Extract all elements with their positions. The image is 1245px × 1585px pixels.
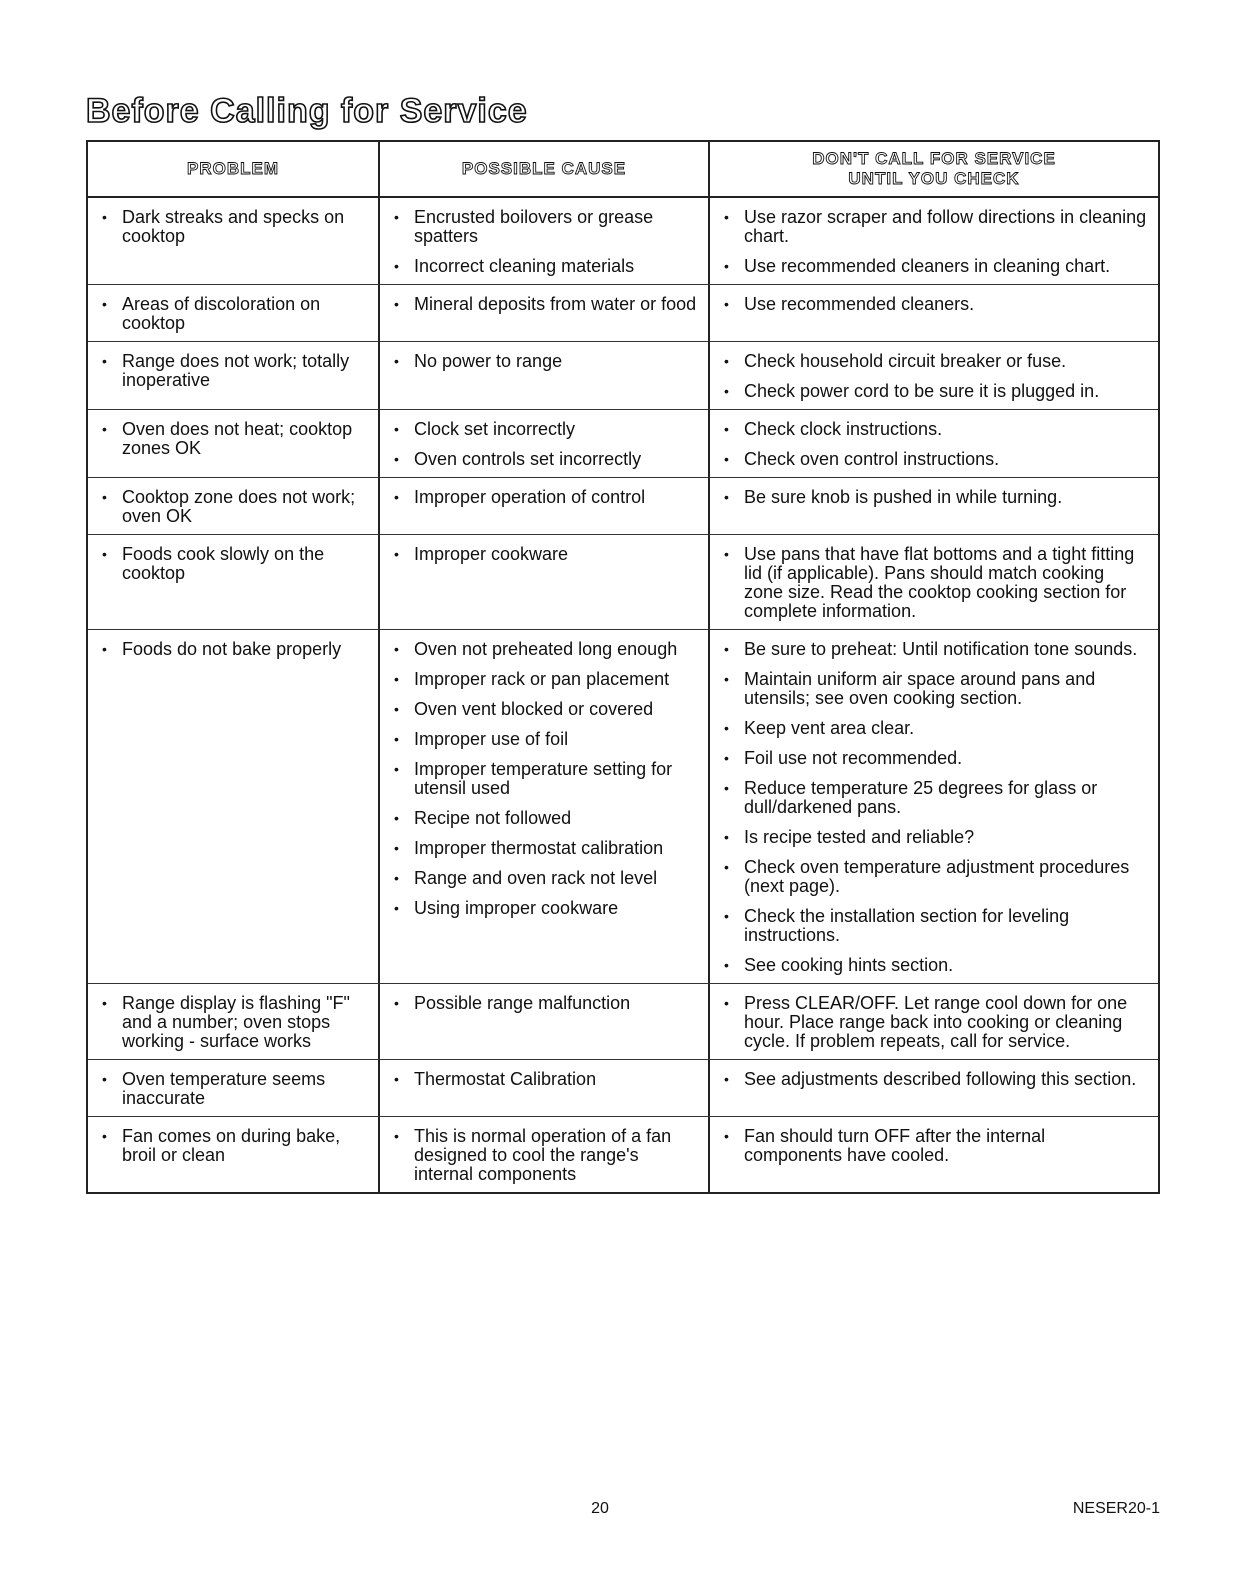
table-row (88, 535, 1158, 630)
bullet-icon: • (394, 995, 399, 1011)
item-text: Improper rack or pan placement (414, 669, 670, 689)
check-cell (708, 410, 1158, 477)
bullet-icon: • (394, 421, 399, 437)
bullet-icon: • (394, 296, 399, 312)
list-item (392, 545, 698, 564)
page-title: Before Calling for Service (86, 92, 528, 130)
bullet-icon: • (394, 840, 399, 856)
list-item (100, 1070, 368, 1108)
problem-cell (88, 630, 378, 983)
list-item (100, 352, 368, 390)
check-cell (708, 535, 1158, 629)
item-text: Clock set incorrectly (414, 419, 576, 439)
item-text: Foods do not bake properly (122, 639, 342, 659)
bullet-icon: • (394, 641, 399, 657)
list-item (392, 700, 698, 719)
table-body (88, 198, 1158, 1192)
list-item (392, 420, 698, 439)
item-text: Cooktop zone does not work; oven OK (122, 487, 356, 526)
bullet-icon: • (102, 489, 107, 505)
list-item (722, 295, 1148, 314)
item-text: Thermostat Calibration (414, 1069, 597, 1089)
bullet-icon: • (102, 296, 107, 312)
list-item (100, 545, 368, 583)
bullet-icon: • (724, 383, 729, 399)
item-text: Oven temperature seems inaccurate (122, 1069, 326, 1108)
list-item (722, 1070, 1148, 1089)
list-item (392, 295, 698, 314)
item-text: Press CLEAR/OFF. Let range cool down for one hour. Place range back into cooking or cleaning cycle. If problem repeats, call for service. (744, 993, 1128, 1051)
item-text: Range display is flashing "F" and a number; oven stops working - surface works (122, 993, 350, 1051)
header-check-line2: UNTIL YOU CHECK (848, 169, 1020, 188)
list-item (722, 779, 1148, 817)
list-item (722, 257, 1148, 276)
header-problem: PROBLEM (187, 159, 279, 178)
item-text: Use recommended cleaners in cleaning chart. (744, 256, 1111, 276)
bullet-icon: • (102, 641, 107, 657)
list-item (100, 1127, 368, 1165)
list-item (392, 1070, 698, 1089)
bullet-icon: • (394, 1071, 399, 1087)
list-item (392, 760, 698, 798)
item-text: Using improper cookware (414, 898, 619, 918)
item-text: Improper thermostat calibration (414, 838, 664, 858)
table-row (88, 410, 1158, 478)
list-item (392, 869, 698, 888)
list-item (100, 994, 368, 1051)
item-text: Fan comes on during bake, broil or clean (122, 1126, 341, 1165)
item-text: Check oven control instructions. (744, 449, 1000, 469)
table-row (88, 342, 1158, 410)
check-cell (708, 285, 1158, 341)
bullet-icon: • (394, 258, 399, 274)
list-item (100, 488, 368, 526)
item-text: Oven does not heat; cooktop zones OK (122, 419, 353, 458)
list-item (722, 956, 1148, 975)
check-cell (708, 342, 1158, 409)
item-text: Foil use not recommended. (744, 748, 963, 768)
table-row (88, 285, 1158, 342)
problem-cell (88, 410, 378, 477)
list-item (392, 208, 698, 246)
bullet-icon: • (102, 1071, 107, 1087)
problem-cell (88, 984, 378, 1059)
bullet-icon: • (394, 1128, 399, 1144)
item-text: Use recommended cleaners. (744, 294, 975, 314)
bullet-icon: • (102, 995, 107, 1011)
list-item (392, 809, 698, 828)
bullet-icon: • (724, 209, 729, 225)
cause-cell (378, 630, 708, 983)
list-item (722, 670, 1148, 708)
header-check-line1: DON'T CALL FOR SERVICE (812, 149, 1056, 168)
bullet-icon: • (394, 870, 399, 886)
list-item (722, 719, 1148, 738)
check-cell (708, 1117, 1158, 1192)
cause-cell (378, 535, 708, 629)
cause-cell (378, 1060, 708, 1116)
bullet-icon: • (394, 546, 399, 562)
item-text: Be sure knob is pushed in while turning. (744, 487, 1063, 507)
item-text: Improper temperature setting for utensil used (414, 759, 673, 798)
bullet-icon: • (102, 1128, 107, 1144)
list-item (100, 420, 368, 458)
item-text: Range and oven rack not level (414, 868, 658, 888)
bullet-icon: • (394, 489, 399, 505)
cause-cell (378, 1117, 708, 1192)
problem-cell (88, 1117, 378, 1192)
bullet-icon: • (102, 421, 107, 437)
bullet-icon: • (394, 761, 399, 777)
bullet-icon: • (394, 451, 399, 467)
bullet-icon: • (724, 908, 729, 924)
cause-cell (378, 198, 708, 284)
bullet-icon: • (394, 900, 399, 916)
item-text: Mineral deposits from water or food (414, 294, 697, 314)
bullet-icon: • (724, 1128, 729, 1144)
bullet-icon: • (102, 353, 107, 369)
table-row (88, 198, 1158, 285)
item-text: Check clock instructions. (744, 419, 943, 439)
bullet-icon: • (724, 1071, 729, 1087)
bullet-icon: • (394, 701, 399, 717)
check-cell (708, 198, 1158, 284)
table-row (88, 984, 1158, 1060)
item-text: No power to range (414, 351, 563, 371)
bullet-icon: • (724, 995, 729, 1011)
item-text: Check the installation section for leveling instructions. (744, 906, 1070, 945)
list-item (100, 208, 368, 246)
list-item (722, 907, 1148, 945)
bullet-icon: • (724, 258, 729, 274)
item-text: Recipe not followed (414, 808, 572, 828)
check-cell (708, 478, 1158, 534)
bullet-icon: • (102, 209, 107, 225)
item-text: Check oven temperature adjustment procedures (next page). (744, 857, 1130, 896)
item-text: Encrusted boilovers or grease spatters (414, 207, 654, 246)
item-text: See cooking hints section. (744, 955, 954, 975)
list-item (722, 420, 1148, 439)
cause-cell (378, 984, 708, 1059)
list-item (392, 994, 698, 1013)
item-text: Improper operation of control (414, 487, 646, 507)
item-text: Foods cook slowly on the cooktop (122, 544, 325, 583)
bullet-icon: • (724, 957, 729, 973)
bullet-icon: • (724, 421, 729, 437)
item-text: Dark streaks and specks on cooktop (122, 207, 345, 246)
item-text: Check power cord to be sure it is plugged in. (744, 381, 1100, 401)
list-item (722, 352, 1148, 371)
list-item (392, 640, 698, 659)
problem-cell (88, 342, 378, 409)
bullet-icon: • (724, 859, 729, 875)
item-text: Use pans that have flat bottoms and a tight fitting lid (if applicable). Pans should match cooking zone size. Read the cooktop cooking section for complete information. (744, 544, 1135, 621)
list-item (392, 839, 698, 858)
bullet-icon: • (394, 731, 399, 747)
bullet-icon: • (724, 750, 729, 766)
problem-cell (88, 535, 378, 629)
bullet-icon: • (724, 641, 729, 657)
troubleshooting-table (86, 140, 1160, 1194)
bullet-icon: • (102, 546, 107, 562)
bullet-icon: • (724, 451, 729, 467)
list-item (722, 450, 1148, 469)
table-row (88, 478, 1158, 535)
list-item (722, 382, 1148, 401)
list-item (392, 450, 698, 469)
bullet-icon: • (724, 720, 729, 736)
bullet-icon: • (724, 489, 729, 505)
list-item (722, 208, 1148, 246)
page-number: 20 (591, 1500, 609, 1517)
list-item (722, 640, 1148, 659)
list-item (392, 488, 698, 507)
list-item (392, 670, 698, 689)
item-text: Oven not preheated long enough (414, 639, 678, 659)
item-text: Keep vent area clear. (744, 718, 915, 738)
check-cell (708, 1060, 1158, 1116)
item-text: Range does not work; totally inoperative (122, 351, 350, 390)
item-text: Maintain uniform air space around pans and utensils; see oven cooking section. (744, 669, 1096, 708)
item-text: Check household circuit breaker or fuse. (744, 351, 1067, 371)
item-text: Oven vent blocked or covered (414, 699, 654, 719)
problem-cell (88, 478, 378, 534)
item-text: Use razor scraper and follow directions in cleaning chart. (744, 207, 1147, 246)
item-text: See adjustments described following this section. (744, 1069, 1137, 1089)
problem-cell (88, 198, 378, 284)
item-text: Oven controls set incorrectly (414, 449, 642, 469)
bullet-icon: • (394, 810, 399, 826)
bullet-icon: • (724, 296, 729, 312)
problem-cell (88, 1060, 378, 1116)
item-text: Areas of discoloration on cooktop (122, 294, 321, 333)
list-item (392, 257, 698, 276)
header-check (708, 142, 1158, 196)
list-item (722, 545, 1148, 621)
item-text: Reduce temperature 25 degrees for glass or dull/darkened pans. (744, 778, 1098, 817)
cause-cell (378, 478, 708, 534)
table-header (88, 142, 1158, 198)
bullet-icon: • (394, 209, 399, 225)
list-item (100, 640, 368, 659)
item-text: Be sure to preheat: Until notification tone sounds. (744, 639, 1138, 659)
document-code: NESER20-1 (1072, 1500, 1160, 1517)
list-item (392, 1127, 698, 1184)
bullet-icon: • (724, 829, 729, 845)
table-row (88, 1060, 1158, 1117)
item-text: Improper cookware (414, 544, 569, 564)
cause-cell (378, 342, 708, 409)
item-text: Fan should turn OFF after the internal components have cooled. (744, 1126, 1046, 1165)
list-item (392, 352, 698, 371)
list-item (722, 994, 1148, 1051)
check-cell (708, 984, 1158, 1059)
list-item (722, 858, 1148, 896)
bullet-icon: • (394, 353, 399, 369)
cause-cell (378, 410, 708, 477)
list-item (722, 828, 1148, 847)
item-text: Is recipe tested and reliable? (744, 827, 975, 847)
list-item (100, 295, 368, 333)
bullet-icon: • (724, 546, 729, 562)
table-row (88, 630, 1158, 984)
item-text: Possible range malfunction (414, 993, 631, 1013)
list-item (392, 730, 698, 749)
table-row (88, 1117, 1158, 1192)
bullet-icon: • (394, 671, 399, 687)
check-cell (708, 630, 1158, 983)
problem-cell (88, 285, 378, 341)
item-text: This is normal operation of a fan designed to cool the range's internal components (414, 1126, 672, 1184)
item-text: Improper use of foil (414, 729, 569, 749)
header-possible-cause: POSSIBLE CAUSE (378, 142, 708, 196)
item-text: Incorrect cleaning materials (414, 256, 635, 276)
list-item (392, 899, 698, 918)
cause-cell (378, 285, 708, 341)
bullet-icon: • (724, 353, 729, 369)
bullet-icon: • (724, 671, 729, 687)
list-item (722, 488, 1148, 507)
bullet-icon: • (724, 780, 729, 796)
list-item (722, 749, 1148, 768)
list-item (722, 1127, 1148, 1165)
